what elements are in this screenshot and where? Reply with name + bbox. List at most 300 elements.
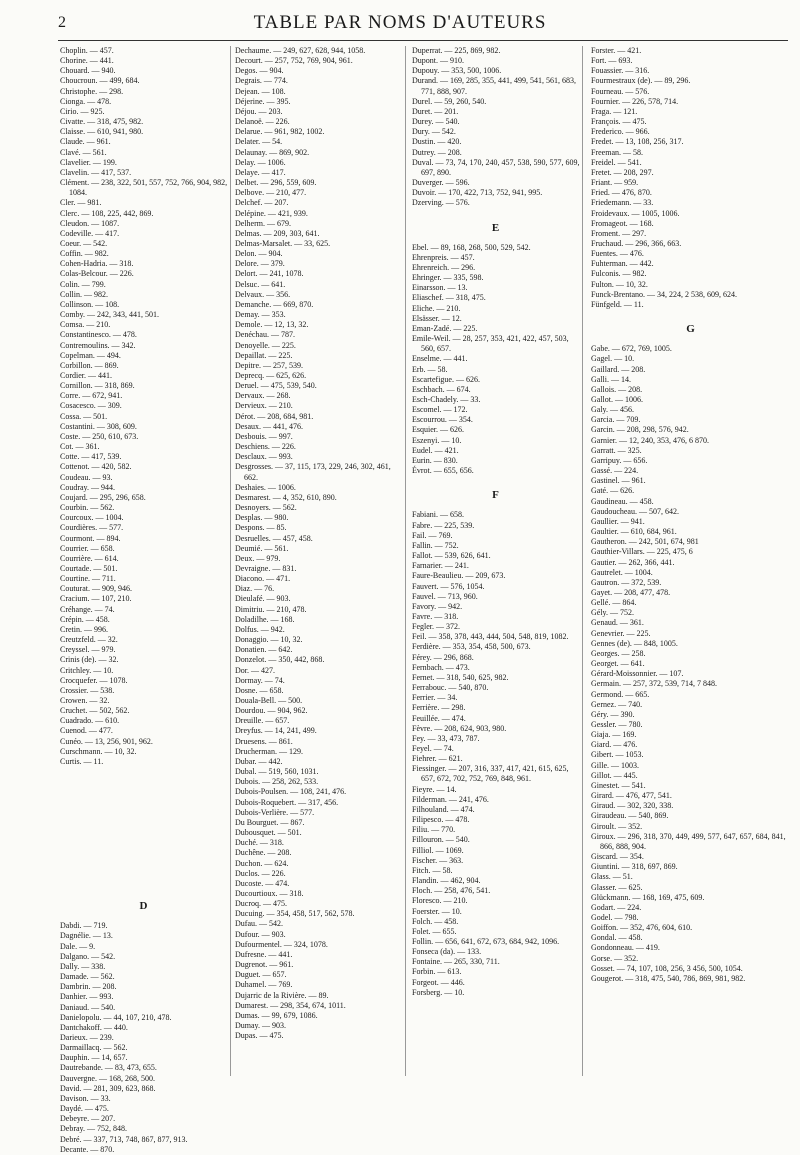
author-index-entry: Colas-Belcour. — 226. — [60, 269, 134, 279]
author-index-entry: Ebel. — 89, 168, 268, 500, 529, 542. — [412, 242, 531, 252]
author-index-entry: Dugrenot. — 961. — [235, 960, 294, 970]
author-index-entry: Eudel. — 421. — [412, 445, 459, 455]
author-index-entry: Créhange. — 74. — [60, 604, 115, 614]
author-index-entry: Gennes (de). — 848, 1005. — [591, 638, 678, 648]
author-index-entry: Diaz. — 76. — [235, 584, 275, 594]
author-index-entry: Costantini. — 308, 609. — [60, 421, 137, 431]
author-index-entry: Gondonneau. — 419. — [591, 943, 660, 953]
author-index-entry: Dumay. — 903. — [235, 1021, 287, 1030]
author-index-entry: Glückmann. — 168, 169, 475, 609. — [591, 892, 705, 902]
author-index-entry: Fiehrer. — 621. — [412, 754, 463, 764]
author-index-entry: Fauvert. — 576, 1054. — [412, 581, 485, 591]
author-index-entry: Dauvergne. — 168, 268, 500. — [60, 1073, 155, 1083]
author-index-entry: Gagel. — 10. — [591, 354, 635, 364]
author-index-entry: Deprecq. — 625, 626. — [235, 371, 307, 380]
author-index-entry: Courmont. — 894. — [60, 533, 121, 543]
author-index-entry: Demay. — 353. — [235, 310, 286, 320]
author-index-entry: Duchon. — 624. — [235, 858, 289, 868]
author-index-entry: Ehrenpreis. — 457. — [412, 252, 475, 262]
author-index-entry: Déjerine. — 395. — [235, 96, 291, 106]
author-index-entry: Foerster. — 10. — [412, 906, 462, 916]
section-letter-heading: F — [492, 489, 500, 502]
author-index-entry: Glass. — 51. — [591, 872, 633, 882]
author-index-entry: Fraga. — 121. — [591, 106, 638, 116]
page-title: TABLE PAR NOMS D'AUTEURS — [253, 12, 547, 33]
index-column-3 — [412, 46, 580, 1076]
author-index-entry: Curschmann. — 10, 32. — [60, 746, 137, 756]
author-index-entry: Floresco. — 210. — [412, 896, 468, 906]
author-index-entry: Glasser. — 625. — [591, 882, 643, 892]
author-index-entry: Darmaillacq. — 562. — [60, 1043, 128, 1053]
author-index-entry: Delater. — 54. — [235, 137, 283, 147]
author-index-entry: Fourmestraux (de). — 89, 296. — [591, 76, 691, 86]
author-index-entry: Debeyre. — 207. — [60, 1114, 116, 1124]
author-index-entry: Courbin. — 562. — [60, 503, 115, 513]
author-index-entry: Constantinesco. — 478. — [60, 330, 137, 340]
author-index-entry: Degrais. — 774. — [235, 76, 288, 86]
author-index-entry: Courdières. — 577. — [60, 523, 124, 533]
author-index-entry: Clavelin. — 417, 537. — [60, 167, 132, 177]
author-index-entry: Dufresne. — 441. — [235, 949, 293, 959]
author-index-entry: Garnier. — 12, 240, 353, 476, 6 870. — [591, 435, 709, 445]
author-index-entry: Cosacesco. — 309. — [60, 401, 122, 411]
author-index-entry: Critchley. — 10. — [60, 665, 114, 675]
column-divider — [405, 46, 406, 1076]
author-index-entry: Dubal. — 519, 560, 1031. — [235, 767, 319, 777]
author-index-entry: Garcia. — 709. — [591, 415, 641, 425]
author-index-entry: Damade. — 562. — [60, 972, 115, 982]
column-divider — [582, 46, 583, 1076]
author-index-entry: Fonseca (da). — 133. — [412, 947, 482, 957]
author-index-entry: Desbouis. — 997. — [235, 431, 293, 441]
author-index-entry: Dale. — 9. — [60, 941, 96, 951]
author-index-entry: Follin. — 656, 641, 672, 673, 684, 942, 1096. — [412, 936, 560, 946]
author-index-entry: Eszenyi. — 10. — [412, 435, 462, 445]
author-index-entry: Comby. — 242, 343, 441, 501. — [60, 310, 160, 320]
author-index-entry: Filiu. — 770. — [412, 825, 456, 835]
author-index-entry: Dreuille. — 657. — [235, 716, 290, 726]
author-index-entry: Dérot. — 208, 684, 981. — [235, 411, 314, 421]
author-index-entry: Darieux. — 239. — [60, 1032, 114, 1042]
author-index-entry: Elsässer. — 12. — [412, 313, 462, 323]
author-index-entry: Copelman. — 494. — [60, 350, 121, 360]
author-index-entry: Gaudoucheau. — 507, 642. — [591, 506, 679, 516]
author-index-entry: Dalgano. — 542. — [60, 951, 116, 961]
author-index-entry: Collin. — 982. — [60, 289, 109, 299]
index-column-2 — [235, 46, 403, 1076]
author-index-entry: Feuillée. — 474. — [412, 713, 466, 723]
author-index-entry: Delaunay. — 869, 902. — [235, 147, 310, 157]
author-index-entry: Delore. — 379. — [235, 259, 285, 269]
author-index-entry: Dally. — 338. — [60, 961, 106, 971]
author-index-entry: Godel. — 798. — [591, 912, 639, 922]
index-column-4 — [591, 46, 791, 1076]
author-index-entry: Duret. — 201. — [412, 106, 459, 116]
author-index-entry: Faure-Beaulieu. — 209, 673. — [412, 571, 506, 581]
author-index-entry: Giraud. — 302, 320, 338. — [591, 801, 674, 811]
author-index-entry: Dejean. — 108. — [235, 86, 286, 96]
author-index-entry: Durel. — 59, 260, 540. — [412, 96, 487, 106]
author-index-entry: Curtis. — 11. — [60, 756, 104, 766]
author-index-entry: Delmas-Marsalet. — 33, 625. — [235, 238, 331, 248]
author-index-entry: Funck-Brentano. — 34, 224, 2 538, 609, 624. — [591, 289, 737, 299]
author-index-entry: Delépine. — 421, 939. — [235, 208, 308, 218]
author-index-entry: Desruelles. — 457, 458. — [235, 533, 313, 543]
author-index-entry: Friant. — 959. — [591, 178, 639, 188]
author-index-entry: Gondal. — 458. — [591, 933, 643, 943]
author-index-entry: Cretin. — 996. — [60, 624, 108, 634]
author-index-entry: Eman-Zadé. — 225. — [412, 323, 478, 333]
author-index-entry: Filderman. — 241, 476. — [412, 794, 489, 804]
author-index-entry: Escourrou. — 354. — [412, 415, 473, 425]
author-index-entry: Fuhterman. — 442. — [591, 259, 654, 269]
author-index-entry: Dervieux. — 210. — [235, 401, 293, 411]
author-index-entry: Fernbach. — 473. — [412, 662, 470, 672]
author-index-entry: Gély. — 752. — [591, 608, 635, 618]
author-index-entry: Fillouron. — 540. — [412, 835, 470, 845]
author-index-entry: Dourdou. — 904, 962. — [235, 706, 308, 716]
author-index-entry: Duguet. — 657. — [235, 970, 287, 980]
author-index-entry: Gorse. — 352. — [591, 953, 639, 963]
author-index-entry: Gougerot. — 318, 475, 540, 786, 869, 981, 982. — [591, 973, 746, 983]
author-index-entry: Forbin. — 613. — [412, 967, 462, 977]
author-index-entry: Folet. — 655. — [412, 926, 457, 936]
author-index-entry: Fegler. — 372. — [412, 622, 460, 632]
author-index-entry: Desclaux. — 993. — [235, 452, 293, 462]
author-index-entry: Durand. — 169, 285, 355, 441, 499, 541, 561, 683, 771, 888, 907. — [412, 76, 576, 96]
author-index-entry: Contremoulins. — 342. — [60, 340, 136, 350]
author-index-entry: Cotte. — 417, 539. — [60, 452, 122, 462]
author-index-entry: Dutrey. — 208. — [412, 147, 462, 157]
author-index-entry: Fallin. — 752. — [412, 540, 459, 550]
author-index-entry: Codeville. — 417. — [60, 228, 120, 238]
author-index-entry: Dolfus. — 942. — [235, 624, 285, 634]
author-index-entry: Colin. — 799. — [60, 279, 106, 289]
author-index-entry: Decante. — 870. — [60, 1144, 115, 1154]
author-index-entry: Delmas. — 209, 303, 641. — [235, 228, 320, 238]
author-index-entry: Gaullier. — 941. — [591, 516, 645, 526]
author-index-entry: Fournier. — 226, 578, 714. — [591, 96, 679, 106]
author-index-entry: Dufau. — 542. — [235, 919, 283, 929]
author-index-entry: Cracium. — 107, 210. — [60, 594, 132, 604]
author-index-entry: Giaja. — 169. — [591, 730, 637, 740]
author-index-entry: Gassé. — 224. — [591, 466, 639, 476]
author-index-entry: Fromageot. — 168. — [591, 218, 654, 228]
author-index-entry: Dupas. — 475. — [235, 1031, 284, 1041]
author-index-entry: Coudeau. — 93. — [60, 472, 113, 482]
author-index-entry: Civatte. — 318, 475, 982. — [60, 117, 144, 127]
author-index-entry: Froidevaux. — 1005, 1006. — [591, 208, 680, 218]
author-index-entry: Choucroun. — 499, 684. — [60, 76, 140, 86]
author-index-entry: Deruel. — 475, 539, 540. — [235, 381, 317, 391]
author-index-entry: Fitch. — 58. — [412, 865, 453, 875]
author-index-entry: Férey. — 296, 868. — [412, 652, 474, 662]
author-index-entry: Enselme. — 441. — [412, 354, 468, 364]
page-header — [0, 0, 800, 44]
author-index-entry: Dufourmentel. — 324, 1078. — [235, 939, 328, 949]
author-index-entry: Fort. — 693. — [591, 56, 633, 66]
author-index-entry: Germond. — 665. — [591, 689, 650, 699]
author-index-entry: Froment. — 297. — [591, 228, 647, 238]
author-index-entry: Ehringer. — 335, 598. — [412, 273, 484, 283]
author-index-entry: Clerc. — 108, 225, 442, 869. — [60, 208, 154, 218]
author-index-entry: Galli. — 14. — [591, 374, 631, 384]
author-index-entry: Forster. — 421. — [591, 46, 642, 55]
author-index-entry: Dauphin. — 14, 657. — [60, 1053, 128, 1063]
author-index-entry: Ferrière. — 298. — [412, 703, 466, 713]
author-index-entry: Déjou. — 203. — [235, 106, 283, 116]
author-index-entry: Dupouy. — 353, 500, 1006. — [412, 66, 502, 76]
author-index-entry: Gastinel. — 961. — [591, 476, 646, 486]
author-index-entry: Friedemann. — 33. — [591, 198, 654, 208]
author-index-entry: Desnoyers. — 562. — [235, 503, 297, 513]
author-index-entry: Desaux. — 441, 476. — [235, 421, 303, 431]
author-index-entry: Couturat. — 909, 946. — [60, 584, 132, 594]
author-index-entry: Farnarier. — 241. — [412, 561, 469, 571]
author-index-entry: Decourt. — 257, 752, 769, 904, 961. — [235, 56, 353, 66]
header-rule — [58, 40, 788, 41]
author-index-entry: Gautrelet. — 1004. — [591, 567, 653, 577]
author-index-entry: Ferrabouc. — 540, 870. — [412, 683, 489, 693]
author-index-entry: Garcin. — 208, 298, 576, 942. — [591, 425, 689, 435]
author-index-entry: Fabre. — 225, 539. — [412, 520, 475, 530]
author-index-entry: Dechaume. — 249, 627, 628, 944, 1058. — [235, 46, 366, 55]
author-index-entry: Gessler. — 780. — [591, 720, 643, 729]
author-index-entry: Gaultier. — 610, 684, 961. — [591, 527, 677, 537]
author-index-entry: Cler. — 981. — [60, 198, 102, 208]
author-index-entry: Dujarric de la Rivière. — 89. — [235, 990, 329, 1000]
author-index-entry: Crowen. — 32. — [60, 696, 110, 705]
author-index-entry: Gérard-Moissonnier. — 107. — [591, 669, 684, 679]
author-index-entry: Dreyfus. — 14, 241, 499. — [235, 726, 317, 736]
author-index-entry: Corre. — 672, 941. — [60, 391, 123, 401]
author-index-entry: Delvaux. — 356. — [235, 289, 291, 299]
author-index-entry: Giroux. — 296, 318, 370, 449, 499, 577, 647, 657, 684, 841, 866, 888, 904. — [591, 831, 786, 851]
author-index-entry: Dumas. — 99, 679, 1086. — [235, 1010, 318, 1020]
author-index-entry: Dubois-Verlière. — 577. — [235, 807, 315, 817]
author-index-entry: Gaillard. — 208. — [591, 364, 646, 374]
author-index-entry: Giscard. — 354. — [591, 852, 644, 862]
author-index-entry: Dufour. — 903. — [235, 929, 286, 939]
author-index-entry: Courcoux. — 1004. — [60, 513, 124, 523]
author-index-entry: Genaud. — 361. — [591, 618, 644, 628]
author-index-entry: Durey. — 540. — [412, 117, 460, 127]
author-index-entry: Courrier. — 658. — [60, 543, 115, 553]
author-index-entry: Freeman. — 58. — [591, 147, 643, 157]
author-index-entry: Desgrosses. — 37, 115, 173, 229, 246, 302, 461, 662. — [235, 462, 391, 482]
author-index-entry: Cirio. — 925. — [60, 106, 105, 116]
author-index-entry: Donzelot. — 350, 442, 868. — [235, 655, 325, 665]
author-index-entry: Flandin. — 462, 904. — [412, 876, 481, 886]
author-index-entry: Dieulafé. — 903. — [235, 594, 291, 604]
author-index-entry: Collinson. — 108. — [60, 299, 120, 309]
author-index-entry: Davison. — 33. — [60, 1093, 111, 1103]
section-spacer — [60, 767, 228, 887]
author-index-entry: Favre. — 318. — [412, 611, 459, 621]
author-index-entry: Deschiens. — 226. — [235, 442, 296, 452]
author-index-entry: Esch-Chadely. — 33. — [412, 395, 481, 404]
author-index-entry: Fabiani. — 658. — [412, 510, 464, 520]
section-letter-heading: D — [139, 900, 149, 913]
author-index-entry: Ducroq. — 475. — [235, 899, 287, 909]
author-index-entry: Donatien. — 642. — [235, 645, 293, 655]
author-index-entry: Gernez. — 740. — [591, 699, 643, 709]
author-index-entry: Fulton. — 10, 32. — [591, 279, 648, 289]
author-index-entry: Desplas. — 980. — [235, 513, 289, 523]
author-index-entry: Cossa. — 501. — [60, 411, 108, 421]
author-index-entry: Coffin. — 982. — [60, 249, 109, 259]
author-index-entry: Fernet. — 318, 540, 625, 982. — [412, 672, 509, 682]
author-index-entry: Delarue. — 961, 982, 1002. — [235, 127, 325, 137]
author-index-entry: Delbet. — 296, 559, 609. — [235, 178, 317, 188]
author-index-entry: Delanoë. — 226. — [235, 117, 290, 127]
author-index-entry: Gellé. — 864. — [591, 598, 637, 608]
author-index-entry: Gabe. — 672, 769, 1005. — [591, 344, 672, 354]
author-index-entry: Dimitriu. — 210, 478. — [235, 604, 307, 614]
author-index-entry: Gautheron. — 242, 501, 674, 981 — [591, 537, 699, 547]
author-index-entry: Fried. — 476, 870. — [591, 188, 652, 198]
author-index-entry: Godart. — 224. — [591, 902, 642, 912]
author-index-entry: Dantchakoff. — 440. — [60, 1022, 128, 1032]
author-index-entry: François. — 475. — [591, 117, 647, 127]
author-index-entry: Fail. — 769. — [412, 530, 453, 540]
author-index-entry: Dosne. — 658. — [235, 685, 284, 695]
author-index-entry: Claude. — 961. — [60, 137, 111, 147]
author-index-entry: Choplin. — 457. — [60, 46, 114, 55]
author-index-entry: Dor. — 427. — [235, 665, 275, 675]
author-index-entry: Courtine. — 711. — [60, 574, 116, 584]
author-index-entry: Diacono. — 471. — [235, 574, 291, 584]
author-index-entry: Coujard. — 295, 296, 658. — [60, 492, 146, 502]
author-index-entry: Fallot. — 539, 626, 641. — [412, 551, 491, 561]
author-index-entry: Douala-Bell. — 500. — [235, 696, 303, 705]
author-index-entry: Despons. — 85. — [235, 523, 287, 533]
author-index-entry: Fontaine. — 265, 330, 711. — [412, 957, 500, 967]
author-index-entry: Frederico. — 966. — [591, 127, 650, 137]
author-index-entry: Ducuing. — 354, 458, 517, 562, 578. — [235, 909, 355, 919]
author-index-entry: Fuentes. — 476. — [591, 249, 644, 259]
author-index-entry: Ferrier. — 34. — [412, 693, 458, 703]
author-index-entry: Cuenod. — 477. — [60, 726, 113, 736]
author-index-entry: Dubois. — 258, 262, 533. — [235, 777, 319, 787]
author-index-entry: Eliche. — 210. — [412, 303, 461, 313]
author-index-entry: Dustin. — 420. — [412, 137, 462, 147]
author-index-entry: Duverger. — 596. — [412, 178, 470, 188]
author-index-entry: Debré. — 337, 713, 748, 867, 877, 913. — [60, 1134, 188, 1144]
author-index-entry: Girard. — 476, 477, 541. — [591, 791, 672, 801]
author-index-entry: Depaillat. — 225. — [235, 350, 293, 360]
author-index-entry: Daydé. — 475. — [60, 1104, 109, 1114]
author-index-entry: Demanche. — 669, 870. — [235, 299, 314, 309]
author-index-entry: Filhouland. — 474. — [412, 804, 475, 814]
author-index-entry: Duclos. — 226. — [235, 868, 286, 878]
author-index-entry: Deshaies. — 1006. — [235, 482, 296, 492]
author-index-entry: Feyel. — 74. — [412, 744, 454, 753]
author-index-entry: Christophe. — 298. — [60, 86, 124, 96]
author-index-entry: Gautron. — 372, 539. — [591, 577, 662, 587]
author-index-entry: Crinis (de). — 32. — [60, 655, 119, 665]
author-index-entry: Dubois-Poulsen. — 108, 241, 476. — [235, 787, 347, 797]
author-index-entry: Creutzfeld. — 32. — [60, 635, 118, 645]
author-index-entry: Fèvre. — 208, 624, 903, 980. — [412, 723, 507, 733]
author-index-entry: Cohen-Hadria. — 318. — [60, 259, 134, 269]
author-index-entry: Cornillon. — 318, 869. — [60, 381, 135, 391]
author-index-entry: Cordier. — 441. — [60, 371, 112, 380]
author-index-entry: Fauvel. — 713, 960. — [412, 591, 478, 601]
author-index-entry: Dubar. — 442. — [235, 756, 283, 766]
author-index-entry: Delort. — 241, 1078. — [235, 269, 304, 279]
author-index-entry: Dury. — 542. — [412, 127, 456, 137]
author-index-entry: Ducoste. — 474. — [235, 878, 290, 888]
section-letter-heading: G — [686, 323, 696, 336]
author-index-entry: Crocquefer. — 1078. — [60, 675, 128, 685]
author-index-entry: Chouard. — 940. — [60, 66, 116, 76]
author-index-entry: Deumié. — 561. — [235, 543, 289, 553]
author-index-entry: Freidel. — 541. — [591, 157, 642, 167]
author-index-entry: Filipesco. — 478. — [412, 815, 470, 825]
author-index-entry: Depitre. — 257, 539. — [235, 360, 303, 370]
author-index-entry: Delsuc. — 641. — [235, 279, 286, 289]
author-index-entry: Dervaux. — 268. — [235, 391, 291, 401]
author-index-entry: Dzerving. — 576. — [412, 198, 470, 208]
author-index-entry: Gauthier-Villars. — 225, 475, 6 — [591, 547, 693, 557]
author-index-entry: Fruchaud. — 296, 366, 663. — [591, 238, 682, 248]
author-index-entry: Chorine. — 441. — [60, 56, 114, 66]
author-index-entry: Corbillon. — 869. — [60, 360, 119, 370]
author-index-entry: Gallois. — 208. — [591, 384, 643, 394]
author-index-entry: Gayet. — 208, 477, 478. — [591, 587, 671, 597]
author-index-entry: Fretet. — 208, 297. — [591, 167, 654, 177]
author-index-entry: Garratt. — 325. — [591, 445, 642, 455]
author-index-entry: Daniaud. — 540. — [60, 1002, 116, 1012]
author-index-entry: Duchêne. — 208. — [235, 848, 292, 858]
author-index-entry: Fouassier. — 316. — [591, 66, 650, 76]
author-index-entry: Gibert. — 1053. — [591, 750, 644, 760]
author-index-entry: Danielopolu. — 44, 107, 210, 478. — [60, 1012, 172, 1022]
author-index-entry: Dabdi. — 719. — [60, 921, 108, 931]
author-index-entry: Duché. — 318. — [235, 838, 284, 848]
index-column-1 — [60, 46, 228, 1154]
author-index-entry: Esquier. — 626. — [412, 425, 464, 435]
author-index-entry: Filliol. — 1069. — [412, 845, 464, 855]
author-index-entry: Coeur. — 542. — [60, 238, 108, 248]
author-index-entry: Fiessinger. — 207, 316, 337, 417, 421, 615, 625, 657, 672, 702, 752, 769, 848, 961. — [412, 764, 569, 784]
author-index-entry: Escartefigue. — 626. — [412, 374, 480, 384]
author-index-entry: Gosset. — 74, 107, 108, 256, 3 456, 500, 1054. — [591, 963, 743, 973]
column-divider — [230, 46, 231, 1076]
author-index-entry: Giard. — 476. — [591, 740, 638, 750]
author-index-entry: Dubousquet. — 501. — [235, 828, 302, 838]
author-index-entry: Cottenot. — 420, 582. — [60, 462, 132, 472]
author-index-entry: Goiffon. — 352, 476, 604, 610. — [591, 923, 693, 933]
author-index-entry: Duhamel. — 769. — [235, 980, 293, 990]
author-index-entry: Comsa. — 210. — [60, 320, 111, 330]
author-index-entry: Delaye. — 417. — [235, 167, 286, 177]
author-index-entry: Dambrin. — 208. — [60, 982, 117, 992]
author-index-entry: Gautier. — 262, 366, 441. — [591, 557, 675, 567]
author-index-entry: Floch. — 258, 476, 541. — [412, 886, 491, 896]
author-index-entry: Crossier. — 538. — [60, 685, 115, 695]
author-index-entry: Claisse. — 610, 941, 980. — [60, 127, 144, 137]
author-index-entry: Delbove. — 210, 477. — [235, 188, 307, 198]
author-index-entry: Georget. — 641. — [591, 659, 645, 669]
author-index-entry: Gaté. — 626. — [591, 486, 635, 496]
author-index-entry: Eliaschef. — 318, 475. — [412, 293, 486, 303]
author-index-entry: Delay. — 1006. — [235, 157, 286, 167]
author-index-entry: Germain. — 257, 372, 539, 714, 7 848. — [591, 679, 717, 689]
author-index-entry: Doladilhe. — 168. — [235, 614, 295, 624]
author-index-entry: Denoyelle. — 225. — [235, 340, 296, 350]
